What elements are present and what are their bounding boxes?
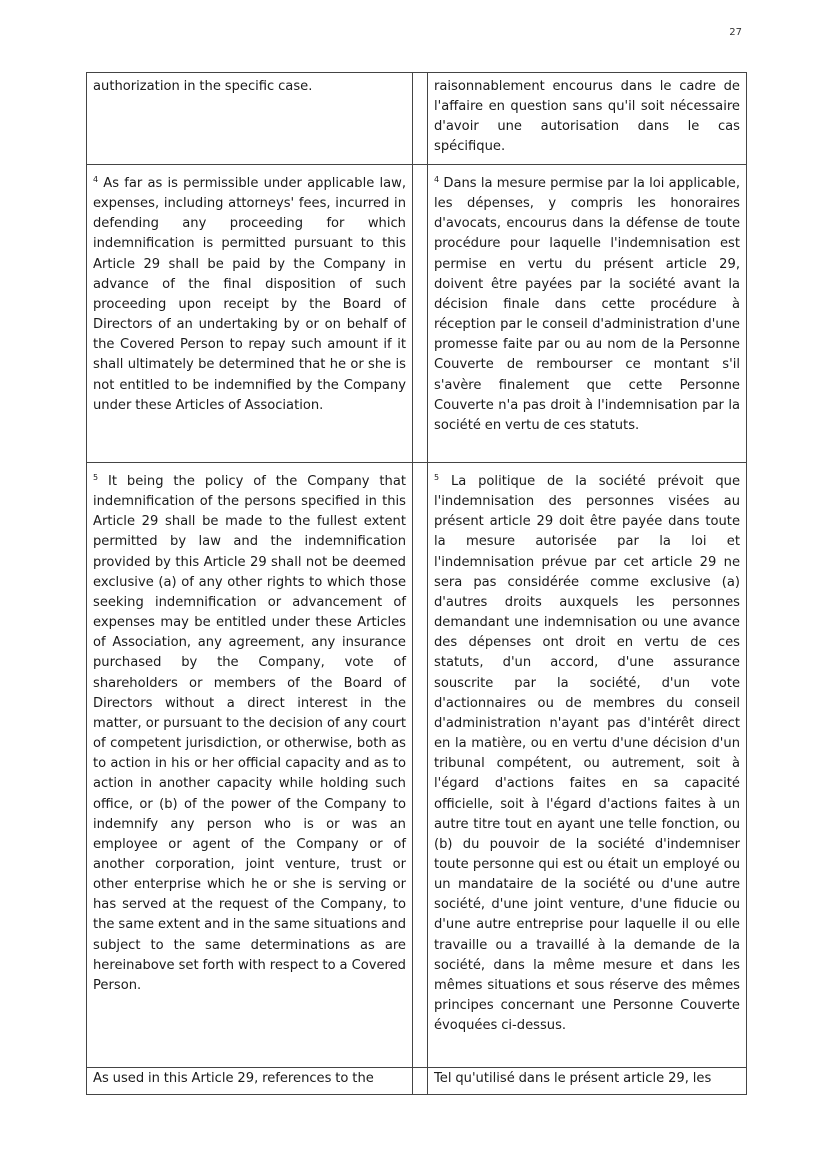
english-cell (87, 165, 413, 463)
english-text: As used in this Article 29, references to the (93, 1071, 374, 1086)
paragraph-number: 4 (93, 175, 99, 184)
table-row (87, 463, 747, 1068)
paragraph-number: 5 (93, 473, 99, 482)
paragraph-number: 4 (434, 175, 440, 184)
english-text: As far as is permissible under applicable law, expenses, including attorneys' fees, incurred in defending any proceeding for which indemnification is permitted pursuant to this Article 29 shall be paid by the Company in advance of the final disposition of such proceeding upon receipt by the Board of Directors of an undertaking by or on behalf of the Covered Person to repay such amount if it shall ultimately be determined that he or she is not entitled to be indemnified by the Company under these Articles of Association. (93, 176, 406, 413)
column-gap (413, 73, 428, 165)
table-row (87, 1068, 747, 1095)
french-cell (428, 73, 747, 165)
column-gap (413, 1068, 428, 1095)
column-gap (413, 463, 428, 1068)
paragraph-number: 5 (434, 473, 440, 482)
english-text: It being the policy of the Company that indemnification of the persons specified in this Article 29 shall be made to the fullest extent permitted by law and the indemnification provided by this Article 29 shall not be deemed exclusive (a) of any other rights to which those seeking indemnification or advancement of expenses may be entitled under these Articles of Association, any agreement, any insurance purchased by the Company, vote of shareholders or members of the Board of Directors without a direct interest in the matter, or pursuant to the decision of any court of competent jurisdiction, or otherwise, both as to action in his or her official capacity and as to action in another capacity while holding such office, or (b) of the power of the Company to indemnify any person who is or was an employee or agent of the Company or of another corporation, joint venture, trust or other enterprise which he or she is serving or has served at the request of the Company, to the same extent and in the same situations and subject to the same determinations as are hereinabove set forth with respect to a Covered Person. (93, 474, 406, 993)
french-text: La politique de la société prévoit que l'indemnisation des personnes visées au présent article 29 doit être payée dans toute la mesure autorisée par la loi et l'indemnisation prévue par cet article 29 ne sera pas considérée comme exclusive (a) d'autres droits auxquels les personnes demandant une indemnisation ou une avance des dépenses ont droit en vertu de ces statuts, d'un accord, d'une assurance souscrite par la société, d'un vote d'actionnaires ou de membres du conseil d'administration n'ayant pas d'intérêt direct en la matière, ou en vertu d'une décision d'un tribunal compétent, ou autrement, soit à l'égard d'actions faites en sa capacité officielle, soit à l'égard d'actions faites à un autre titre tout en ayant une telle fonction, ou (b) du pouvoir de la société d'indemniser toute personne qui est ou était un employé ou un mandataire de la société ou d'une autre société, d'une joint venture, d'une fiducie ou d'une autre entreprise pour laquelle il ou elle travaille ou a travaillé à la demande de la société, dans la même mesure et dans les mêmes situations et sous réserve des mêmes principes concernant une Personne Couverte évoquées ci-dessus. (434, 474, 740, 1034)
table-row (87, 73, 747, 165)
english-cell (87, 73, 413, 165)
french-text: raisonnablement encourus dans le cadre de l'affaire en question sans qu'il soit nécessaire d'avoir une autorisation dans le cas spécifique. (434, 79, 740, 155)
english-text: authorization in the specific case. (93, 79, 313, 94)
french-cell (428, 1068, 747, 1095)
bilingual-articles-table (86, 72, 747, 1095)
page-number: 27 (729, 27, 742, 38)
french-cell (428, 463, 747, 1068)
french-text: Tel qu'utilisé dans le présent article 29, les (434, 1071, 712, 1086)
french-text: Dans la mesure permise par la loi applicable, les dépenses, y compris les honoraires d'avocats, encourus dans la défense de toute procédure pour laquelle l'indemnisation est permise en vertu du présent article 29, doivent être payées par la société avant la décision finale dans cette procédure à réception par le conseil d'administration d'une promesse faite par ou au nom de la Personne Couverte de rembourser ce montant s'il s'avère finalement que cette Personne Couverte n'a pas droit à l'indemnisation par la société en vertu de ces statuts. (434, 176, 740, 433)
french-cell (428, 165, 747, 463)
table-row (87, 165, 747, 463)
column-gap (413, 165, 428, 463)
english-cell (87, 463, 413, 1068)
english-cell (87, 1068, 413, 1095)
